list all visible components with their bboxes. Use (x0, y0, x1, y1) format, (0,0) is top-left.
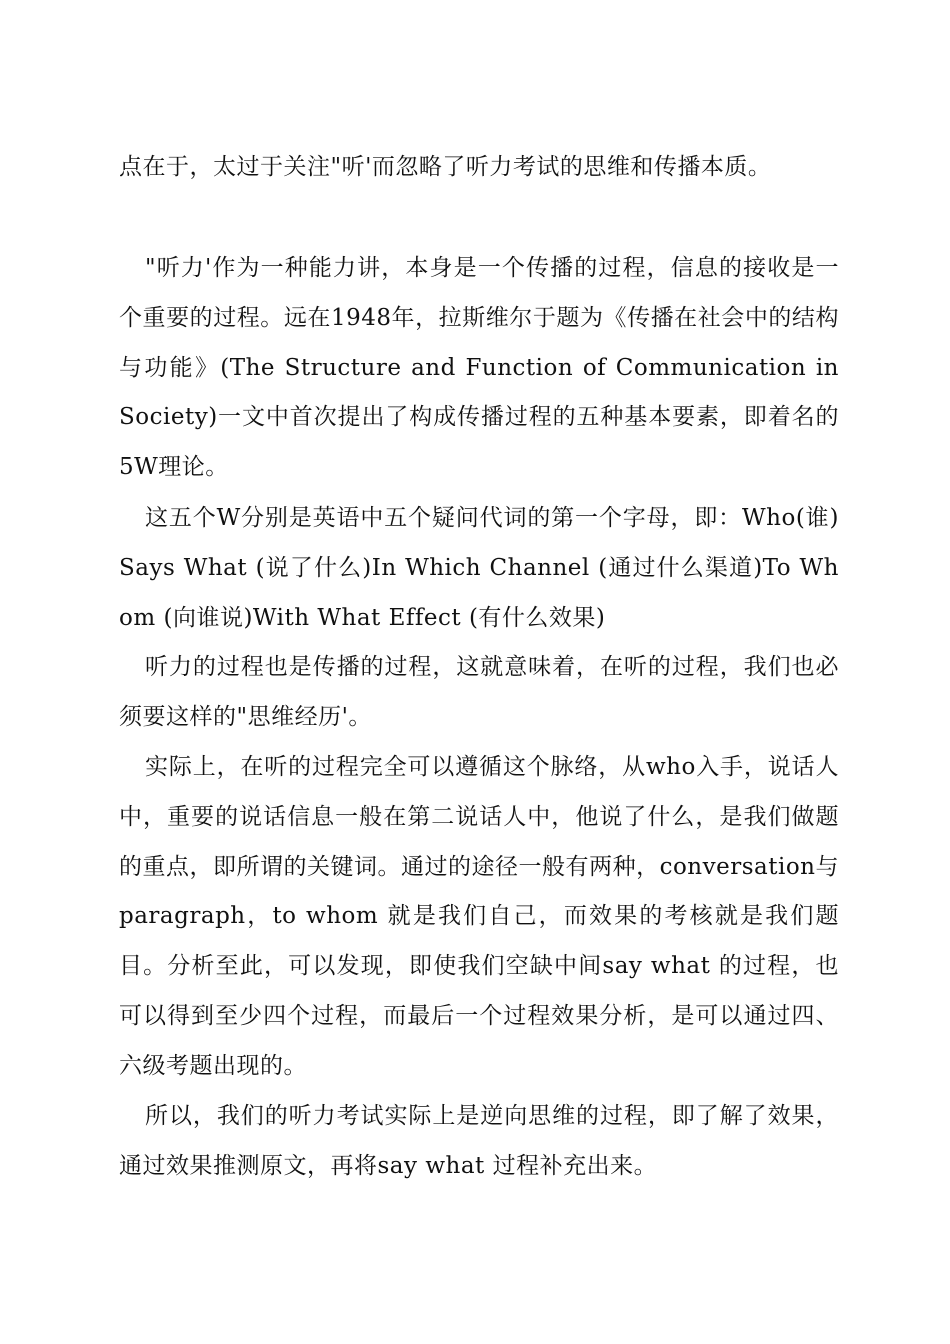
paragraph-5: 实际上，在听的过程完全可以遵循这个脉络，从who入手，说话人中，重要的说话信息一般在第二说话人中，他说了什么，是我们做题的重点，即所谓的关键词。通过的途径一般有两种，conversation与 paragraph，to whom 就是我们自己，而效果的考核就是我们题目。分析至此，可以发现，即使我们空缺中间say what 的过程，也可以得到至少四个过程，而最后一个过程效果分析，是可以通过四、六级考题出现的。 (119, 754, 839, 1079)
paragraph-2: "听力'作为一种能力讲，本身是一个传播的过程，信息的接收是一个重要的过程。远在1948年，拉斯维尔于题为《传播在社会中的结构与功能》(The Structure and Function of Communication in Society)一文中首次提出了构成传播过程的五种基本要素，即着名的5W理论。 (119, 255, 839, 481)
paragraph-3: 这五个W分别是英语中五个疑问代词的第一个字母，即：Who(谁)Says What (说了什么)In Which Channel (通过什么渠道)To Whom (向谁说)With What Effect (有什么效果) (119, 505, 839, 631)
paragraph-1: 点在于，太过于关注"听'而忽略了听力考试的思维和传播本质。 (119, 154, 772, 180)
paragraph-4: 听力的过程也是传播的过程，这就意味着，在听的过程，我们也必须要这样的"思维经历'。 (119, 654, 839, 730)
paragraph-6: 所以，我们的听力考试实际上是逆向思维的过程，即了解了效果，通过效果推测原文，再将say what 过程补充出来。 (119, 1103, 839, 1179)
